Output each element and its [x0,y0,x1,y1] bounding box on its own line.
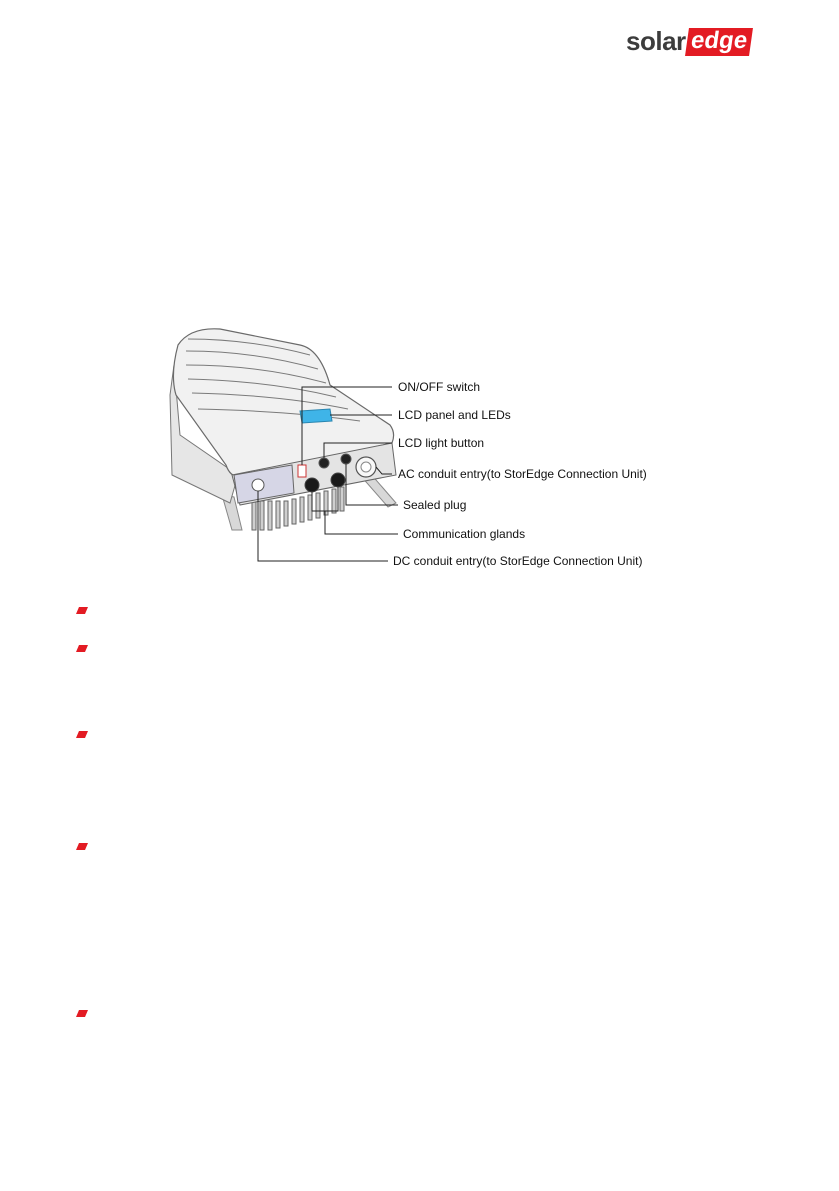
bullet-icon [76,607,88,614]
logo-edge-text: edge [685,28,753,56]
callout-on-off-switch: ON/OFF switch [398,380,481,394]
inverter-illustration [160,325,680,583]
callout-lcd-panel: LCD panel and LEDs [398,408,511,422]
callout-ac-conduit: AC conduit entry(to StorEdge Connection Unit) [398,467,647,481]
inverter-figure [160,325,680,583]
bullet-icon [76,731,88,738]
bullet-icon [76,843,88,850]
callout-communication-glands: Communication glands [403,527,526,541]
bullet-icon [76,645,88,652]
callout-dc-conduit: DC conduit entry(to StorEdge Connection Unit) [393,554,643,568]
callout-lcd-light-button: LCD light button [398,436,485,450]
callout-sealed-plug: Sealed plug [403,498,467,512]
logo-solar-text: solar [626,26,686,56]
solaredge-logo [626,26,751,56]
bullet-icon [76,1010,88,1017]
